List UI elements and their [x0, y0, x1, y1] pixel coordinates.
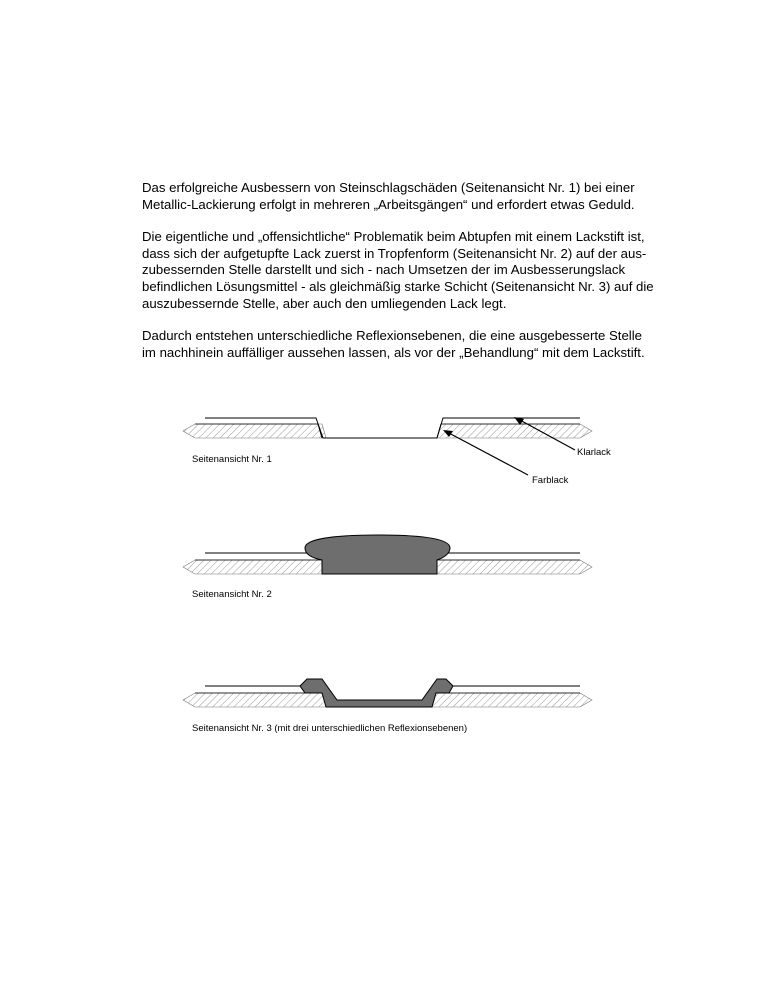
base-strip-left — [183, 693, 326, 707]
paragraph-3: Dadurch entstehen unterschiedliche Reflexionsebenen, die eine ausgebesserte Stelle im nachhinein auffälliger aussehen lassen, als vor der „Behandlung“ mit dem Lackstift. — [142, 328, 645, 360]
base-strip-right — [437, 424, 592, 438]
base-strip-left — [183, 560, 322, 574]
caption-view-2: Seitenansicht Nr. 2 — [192, 589, 272, 600]
paragraph-2: Die eigentliche und „offensichtliche“ Problematik beim Abtupfen mit einem Lackstift ist, dass sich der aufgetupfte Lack zuerst in Tropfenform (Seitenansicht Nr. 2) auf der aus- zubessernden Stelle darstellt und sich - nach Umsetzen der im Ausbesserungslack befindlichen Lösungsmittel - als gleichmäßig starke Schicht (Seitenansicht Nr. 3) auf die auszubessernde Stelle, aber auch den umliegenden Lack legt. — [142, 229, 654, 311]
side-view-3 — [183, 679, 592, 734]
base-strip-left — [183, 424, 326, 438]
caption-view-1: Seitenansicht Nr. 1 — [192, 454, 272, 465]
base-strip-right — [432, 693, 592, 707]
pointer-farblack — [447, 432, 528, 475]
label-klarlack: Klarlack — [577, 447, 611, 458]
caption-view-3: Seitenansicht Nr. 3 (mit drei unterschiedlichen Reflexionsebenen) — [192, 723, 468, 734]
paragraph-1: Das erfolgreiche Ausbessern von Steinschlagschäden (Seitenansicht Nr. 1) bei einer Metallic-Lackierung erfolgt in mehreren „Arbeitsgängen“ und erfordert etwas Geduld. — [142, 180, 635, 212]
paint-droplet — [305, 535, 450, 574]
side-view-1 — [183, 417, 611, 486]
side-view-2 — [183, 535, 592, 600]
label-farblack: Farblack — [532, 475, 569, 486]
base-strip-right — [437, 560, 592, 574]
